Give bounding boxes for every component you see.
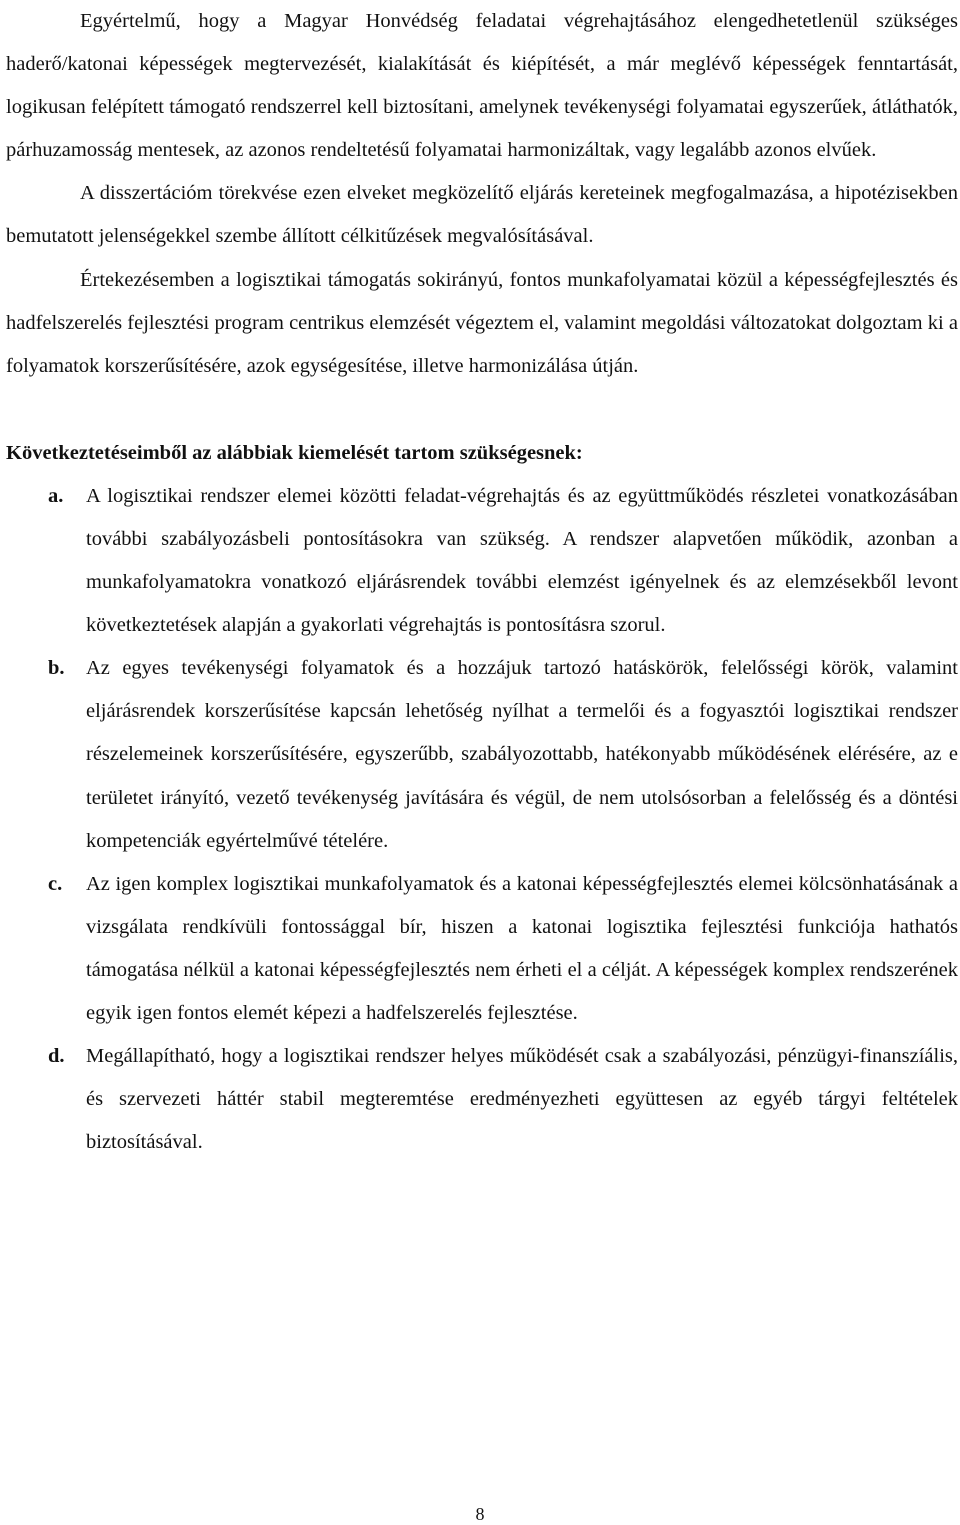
list-text-b: Az egyes tevékenységi folyamatok és a hozzájuk tartozó hatáskörök, felelősségi körök, valamint eljárásrendek korszerűsítése kapcsán lehetőség nyílhat a termelői és a fogyasztói logisztikai rendszer részelemeinek korszerűsítésére, egyszerűbb, szabályozottabb, hatékonyabb működésének elérésére, az e területet irányító, vezető tevékenység javítására és végül, de nem utolsósorban a felelősség és a döntési kompetenciák egyértelművé tételére. [86,657,958,852]
list-item-a [6,475,958,647]
list-text-c: Az igen komplex logisztikai munkafolyamatok és a katonai képességfejlesztés elemei kölcsönhatásának a vizsgálata rendkívüli fontossággal bír, hiszen a katonai logisztika fejlesztési funkciója hathatós támogatása nélkül a katonai képességfejlesztés nem érheti el a célját. A képességek komplex rendszerének egyik igen fontos elemét képezi a hadfelszerelés fejlesztése. [86,872,958,1024]
list-text-d: Megállapítható, hogy a logisztikai rendszer helyes működését csak a szabályozási, pénzügyi-finanszíális, és szervezeti háttér stabil megteremtése eredményezheti együttesen az egyéb tárgyi feltételek biztosításával. [86,1045,958,1154]
list-marker-d: d. [48,1045,65,1068]
paragraph-analysis: Értekezésemben a logisztikai támogatás sokirányú, fontos munkafolyamatai közül a képességfejlesztés és hadfelszerelés fejlesztési program centrikus elemzését végeztem el, valamint megoldási változatokat dolgoztam ki a folyamatok korszerűsítésére, azok egységesítése, illetve harmonizálása útján. [6,268,958,377]
page-number: 8 [475,1504,485,1524]
list-marker-c: c. [48,872,63,895]
paragraph-intro: Egyértelmű, hogy a Magyar Honvédség feladatai végrehajtásához elengedhetetlenül szükséges haderő/katonai képességek megtervezését, kialakítását és kiépítését, a már meglévő képességek fenntartását, logikusan felépített támogató rendszerrel kell biztosítani, amelynek tevékenységi folyamatai egyszerűek, átláthatók, párhuzamosság mentesek, az azonos rendeltetésű folyamatai harmonizáltak, vagy legalább azonos elvűek. [6,10,958,162]
paragraph-dissertation-aim: A disszertációm törekvése ezen elveket megközelítő eljárás kereteinek megfogalmazása, a hipotézisekben bemutatott jelenségekkel szembe állított célkitűzések megvalósításával. [6,182,958,248]
list-item-c [6,863,958,1035]
list-item-b [6,647,958,862]
list-marker-a: a. [48,484,64,507]
document-page [6,0,958,1164]
conclusions-heading: Következtetéseimből az alábbiak kiemelését tartom szükségesnek: [6,441,583,464]
list-item-d [6,1035,958,1164]
list-text-a: A logisztikai rendszer elemei közötti feladat-végrehajtás és az együttműködés részletei vonatkozásában további szabályozásbeli pontosításokra van szükség. A rendszer alapvetően működik, azonban a munkafolyamatokra vonatkozó eljárásrendek további elemzést igényelnek és az elemzésekből levont következtetések alapján a gyakorlati végrehajtás is pontosításra szorul. [86,484,958,637]
list-marker-b: b. [48,657,65,680]
